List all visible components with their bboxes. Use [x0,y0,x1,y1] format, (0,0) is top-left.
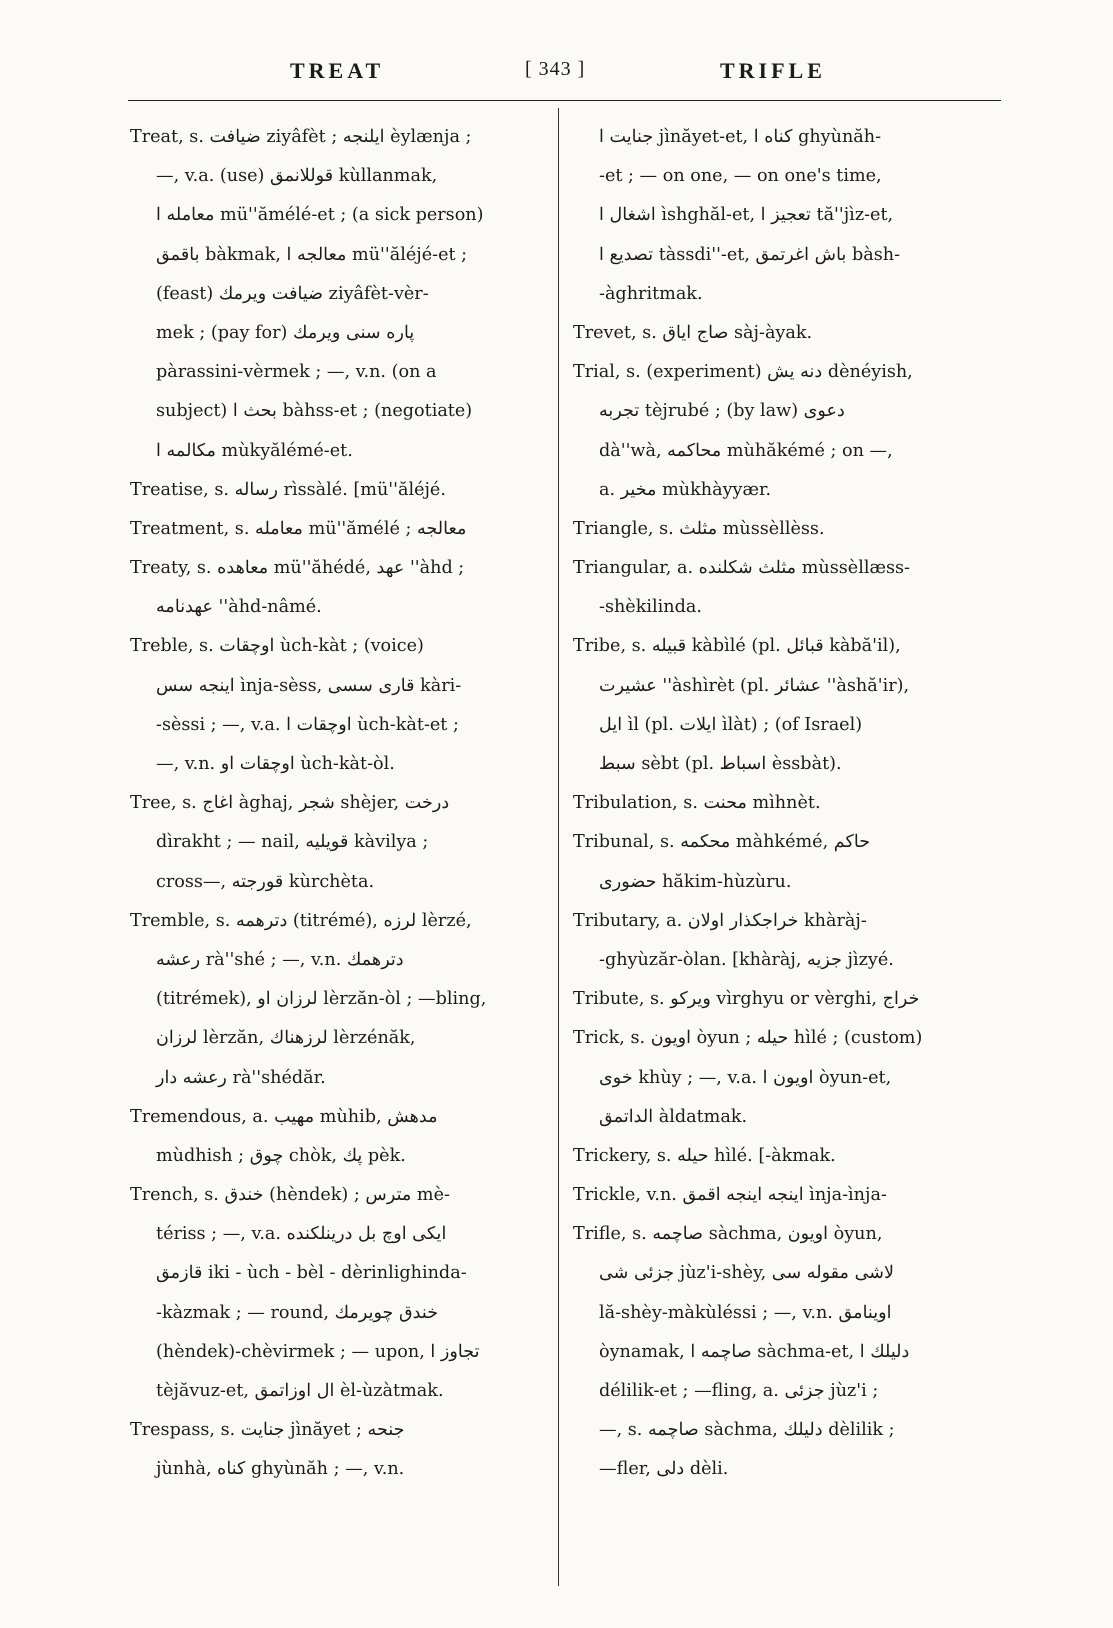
entry-line: Tribe, s. قبيله kàbìlé (pl. قبائل kàbă'il), [573,636,901,657]
entry-line: مكالمه ا mùkyălémé-et. [156,440,353,461]
entry-line: pàrassini-vèrmek ; —, v.n. (on a [156,362,437,383]
entry-line: cross—, قورجته kùrchèta. [156,871,375,892]
entry-line: -ghyùzăr-òlan. [khàràj, جزيه jìzyé. [599,949,894,970]
entry-line: Treaty, s. معاهده mü''ăhédé, عهد ''àhd ; [130,558,465,579]
entry-line: سبط sèbt (pl. اسباط èssbàt). [599,754,842,774]
entry-line: رعشه دار rà''shédăr. [156,1067,326,1088]
column-divider [558,108,559,1586]
entry-line: -shèkilinda. [599,597,702,618]
entry-line: -et ; — on one, — on one's time, [599,166,882,187]
header-left-word: TREAT [290,58,385,83]
entry-line: —, v.a. (use) قوللانمق kùllanmak, [156,166,438,187]
entry-line: Trespass, s. جنايت jìnăyet ; جنحه [130,1420,405,1441]
header-right-word: TRIFLE [720,58,826,83]
entry-line: (feast) ضيافت ويرمك ziyâfèt-vèr- [156,283,429,304]
page-header [130,58,1000,92]
entry-line: Tremendous, a. مهيب mùhib, مدهش [130,1106,438,1127]
entry-line: —fler, دلى dèli. [599,1459,729,1480]
entry-line: حضورى hăkim-hùzùru. [599,871,792,892]
entry-line: dìrakht ; — nail, قويليه kàvilya ; [156,832,429,853]
entry-line: jùnhà, كناه ghyùnăh ; —, v.n. [156,1459,405,1480]
entry-line: —, v.n. اوچقات او ùch-kàt-òl. [156,754,395,774]
header-rule [128,100,1001,101]
entry-line: Trickery, s. حيله hìlé. [-àkmak. [573,1145,836,1166]
entry-line: -kàzmak ; — round, خندق چويرمك [156,1302,439,1323]
entry-line: Trickle, v.n. اينجه اينجه اقمق ìnja-ìnja- [573,1185,887,1206]
entry-line: اينجه سس ìnja-sèss, قارى سسى kàri- [156,675,462,696]
entry-line: جزئى شى jùz'i-shèy, لاشى مقوله سى [599,1263,895,1284]
entry-line: ايل ìl (pl. ايلات ìlàt) ; (of Israel) [599,714,863,735]
entry-line: لرزان lèrzăn, لرزهناك lèrzénăk, [156,1028,416,1049]
entry-line: Trial, s. (experiment) دنه يش dènéyish, [573,362,913,383]
entry-line: tèjăvuz-et, ال اوزاتمق èl-ùzàtmak. [156,1381,444,1401]
entry-line: Tribunal, s. محكمه màhkémé, حاكم [573,832,871,853]
entry-line: Trick, s. اويون òyun ; حيله hìlé ; (custom) [573,1028,923,1049]
entry-line: Treble, s. اوچقات ùch-kàt ; (voice) [130,636,424,657]
entry-line: Tremble, s. دترهمه (titrémé), لرزه lèrzé, [130,910,472,931]
entry-line: تجربه tèjrubé ; (by law) دعوى [599,401,845,422]
entry-line: Tributary, a. خراجكذار اولان khàràj- [573,910,867,931]
entry-line: Tribulation, s. محنت mìhnèt. [573,793,821,814]
entry-line: تصديع ا tàssdi''-et, باش اغرتمق bàsh- [599,244,901,265]
entry-line: Triangular, a. مثلث شكلنده mùssèllæss- [573,558,910,579]
entry-line: باقمق bàkmak, معالجه ا mü''ăléjé-et ; [156,244,468,265]
entry-line: tériss ; —, v.a. ايكى اوچ بل درينلكنده [156,1224,447,1245]
entry-line: Treatise, s. رساله rìssàlé. [mü''ăléjé. [130,479,446,500]
entry-line: Tree, s. اغاج àghaj, شجر shèjer, درخت [130,793,450,814]
page-number: [ 343 ] [525,58,586,80]
entry-line: الداتمق àldatmak. [599,1106,748,1127]
entry-line: عهدنامه ''àhd-nâmé. [156,597,322,618]
entry-line: -àghritmak. [599,283,703,304]
entry-line: dà''wà, محاكمه mùhăkémé ; on —, [599,440,893,461]
entry-line: —, s. صاچمه sàchma, دليلك dèlilik ; [599,1420,895,1441]
entry-line: (hèndek)-chèvirmek ; — upon, تجاوز ا [156,1341,480,1362]
entry-line: معامله ا mü''ămélé-et ; (a sick person) [156,205,484,226]
entry-line: òynamak, صاچمه ا sàchma-et, دليلك ا [599,1341,910,1362]
entry-line: اشغال ا ìshghăl-et, تعجيز ا tă''jìz-et, [599,205,894,226]
left-column [130,118,543,1490]
entry-line: Trifle, s. صاچمه sàchma, اويون òyun, [573,1224,883,1245]
entry-line: Treat, s. ضيافت ziyâfèt ; ايلنجه èylænja ; [130,127,472,147]
entry-line: رعشه rà''shé ; —, v.n. دترهمك [156,949,404,970]
entry-line: mùdhish ; چوق chòk, پك pèk. [156,1145,406,1166]
entry-line: Treatment, s. معامله mü''ămélé ; معالجه [130,518,467,539]
entry-line: subject) بحث ا bàhss-et ; (negotiate) [156,401,473,422]
entry-line: Trevet, s. صاج اياق sàj-àyak. [573,322,813,343]
entry-line: (titrémek), لرزان او lèrzăn-òl ; —bling, [156,989,487,1010]
entry-line: Trench, s. خندق (hèndek) ; مترس mè- [130,1185,450,1206]
entry-line: Triangle, s. مثلث mùssèllèss. [573,518,825,539]
entry-line: خوى khùy ; —, v.a. اويون ا òyun-et, [599,1067,892,1088]
entry-line: -sèssi ; —, v.a. اوچقات ا ùch-kàt-et ; [156,714,459,735]
entry-line: a. مخير mùkhàyyær. [599,479,772,500]
entry-line: Tribute, s. ويركو vìrghyu or vèrghi, خراج [573,989,920,1010]
entry-line: lă-shèy-màkùléssi ; —, v.n. اوينامق [599,1302,892,1323]
right-column [573,118,983,1490]
entry-line: délilik-et ; —fling, a. جزئى jùz'i ; [599,1381,879,1401]
entry-line: جنايت ا jìnăyet-et, كناه ا ghyùnăh- [599,127,882,147]
entry-line: قازمق iki - ùch - bèl - dèrinlighinda- [156,1263,467,1284]
entry-line: عشيرت ''àshìrèt (pl. عشائر ''àshă'ir), [599,675,910,696]
entry-line: mek ; (pay for) پاره سنى ويرمك [156,322,415,343]
